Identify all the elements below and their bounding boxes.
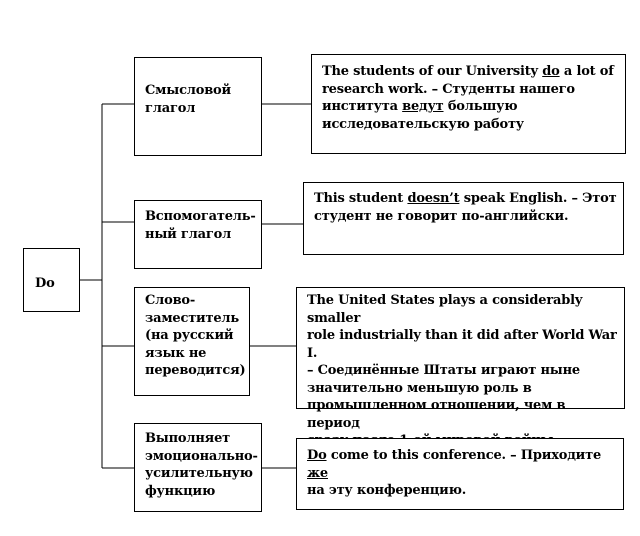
highlighted-word: Do xyxy=(307,448,327,463)
type-label-line: функцию xyxy=(145,483,216,499)
example-text: института xyxy=(322,99,403,114)
type-label-line: Вспомогатель- xyxy=(145,209,256,224)
type-node-substitute-word xyxy=(134,287,250,396)
type-label-line: переводится) xyxy=(145,363,246,378)
type-label-line: усилительную xyxy=(145,466,253,481)
highlighted-word: же xyxy=(307,465,328,481)
example-line: студент не говорит по-английски. xyxy=(314,208,569,224)
example-text: This student xyxy=(314,191,408,206)
type-node-emphatic-function xyxy=(134,423,262,512)
example-text: a lot of xyxy=(559,64,614,79)
highlighted-word: doesn’t xyxy=(407,191,460,206)
example-text: большую xyxy=(443,99,518,114)
example-node-auxiliary-verb xyxy=(303,182,624,255)
type-label-line: заместитель xyxy=(145,310,240,326)
example-line: research work. – Студенты нашего xyxy=(322,81,575,97)
example-line: значительно меньшую роль в xyxy=(307,380,532,396)
type-label-line: Выполняет xyxy=(145,431,231,446)
example-node-substitute-word xyxy=(296,287,625,431)
type-label-line: глагол xyxy=(145,100,196,116)
example-line: The United States plays a considerably smaller xyxy=(307,293,583,326)
example-line xyxy=(322,98,621,116)
example-node-semantic-verb xyxy=(311,54,626,154)
root-label: Do xyxy=(35,276,55,291)
example-line xyxy=(307,447,619,482)
example-line: промышленном отношении, чем в период xyxy=(307,398,566,431)
example-text: come to this conference. – Приходите xyxy=(326,448,602,463)
example-line: исследовательскую работу xyxy=(322,116,524,132)
type-node-semantic-verb xyxy=(134,57,262,156)
example-line: – Соединённые Штаты играют ныне xyxy=(307,363,581,378)
example-line: role industrially than it did after World War I. xyxy=(307,328,617,361)
root-node-do xyxy=(23,248,80,312)
type-label-line: язык не xyxy=(145,345,207,361)
example-line: на эту конференцию. xyxy=(307,483,467,498)
type-label-line: ный глагол xyxy=(145,226,232,242)
type-label-line: (на русский xyxy=(145,328,234,343)
highlighted-word: do xyxy=(542,64,560,79)
type-node-auxiliary-verb xyxy=(134,200,262,269)
example-line xyxy=(322,63,621,81)
example-node-emphatic-function xyxy=(296,438,624,510)
highlighted-word: ведут xyxy=(402,99,444,114)
example-text: speak English. – Этот xyxy=(459,191,617,206)
type-label-line: эмоционально- xyxy=(145,448,258,464)
example-line xyxy=(314,190,619,208)
type-label-line: Смысловой xyxy=(145,83,231,98)
example-text: The students of our University xyxy=(322,64,543,79)
type-label-line: Слово- xyxy=(145,293,196,308)
